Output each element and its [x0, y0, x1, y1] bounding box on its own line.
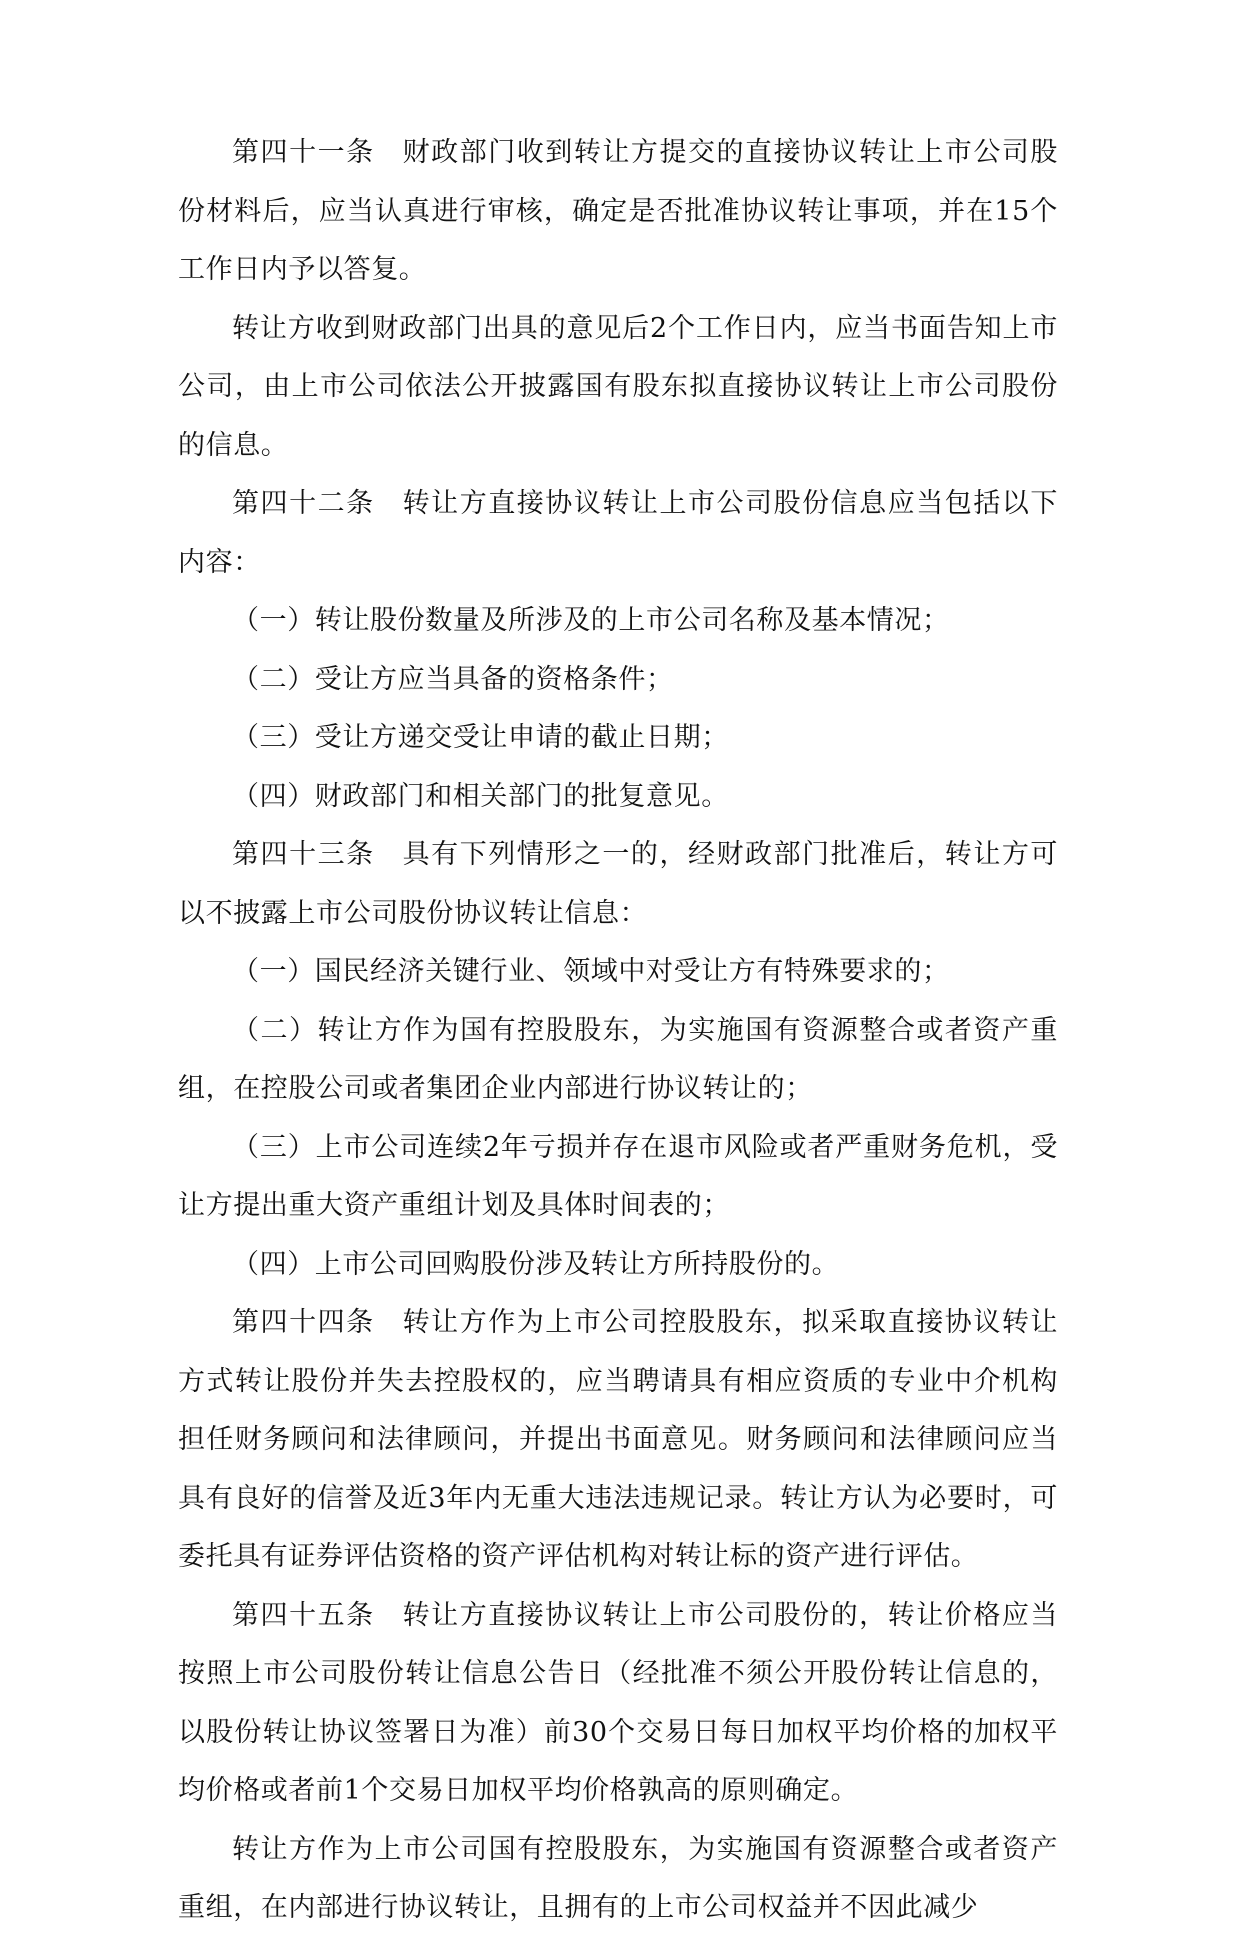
article-heading: 第四十三条	[232, 839, 375, 870]
article-text: 转让方直接协议转让上市公司股份信息应当包括以下内容：	[178, 488, 1058, 578]
paragraph-text: 转让方作为上市公司国有控股股东，为实施国有资源整合或者资产重组，在内部进行协议转让，且拥有的上市公司权益并不因此减少	[178, 1833, 1058, 1923]
list-item	[178, 768, 1058, 827]
article-44	[178, 1294, 1058, 1587]
article-heading: 第四十五条	[232, 1599, 375, 1631]
list-item-text: （二）受让方应当具备的资格条件；	[232, 663, 674, 695]
list-item	[178, 1119, 1058, 1236]
list-item	[178, 651, 1058, 710]
article-heading: 第四十四条	[232, 1307, 375, 1338]
list-item-text: （四）财政部门和相关部门的批复意见。	[232, 780, 729, 812]
paragraph	[178, 1821, 1058, 1938]
article-41	[178, 124, 1058, 300]
list-item-text: （二）转让方作为国有控股股东，为实施国有资源整合或者资产重组，在控股公司或者集团企业内部进行协议转让的；	[178, 1014, 1058, 1104]
article-heading: 第四十一条	[232, 137, 375, 168]
list-item-text: （一）国民经济关键行业、领域中对受让方有特殊要求的；	[232, 956, 950, 987]
list-item	[178, 709, 1058, 768]
article-heading: 第四十二条	[232, 488, 375, 519]
list-item	[178, 1002, 1058, 1119]
article-text: 财政部门收到转让方提交的直接协议转让上市公司股份材料后，应当认真进行审核，确定是否批准协议转让事项，并在15个工作日内予以答复。	[178, 137, 1058, 285]
list-item-text: （三）上市公司连续2年亏损并存在退市风险或者严重财务危机，受让方提出重大资产重组计划及具体时间表的；	[178, 1131, 1058, 1221]
article-45	[178, 1587, 1058, 1821]
paragraph-text: 转让方收到财政部门出具的意见后2个工作日内，应当书面告知上市公司，由上市公司依法公开披露国有股东拟直接协议转让上市公司股份的信息。	[178, 312, 1058, 461]
article-text: 具有下列情形之一的，经财政部门批准后，转让方可以不披露上市公司股份协议转让信息：	[178, 839, 1058, 929]
article-text: 转让方作为上市公司控股股东，拟采取直接协议转让方式转让股份并失去控股权的，应当聘请具有相应资质的专业中介机构担任财务顾问和法律顾问，并提出书面意见。财务顾问和法律顾问应当具有良好的信誉及近3年内无重大违法违规记录。转让方认为必要时，可委托具有证券评估资格的资产评估机构对转让标的资产进行评估。	[178, 1307, 1058, 1572]
paragraph	[178, 300, 1058, 476]
list-item	[178, 943, 1058, 1002]
article-text: 转让方直接协议转让上市公司股份的，转让价格应当按照上市公司股份转让信息公告日（经批准不须公开股份转让信息的，以股份转让协议签署日为准）前30个交易日每日加权平均价格的加权平均价格或者前1个交易日加权平均价格孰高的原则确定。	[178, 1599, 1058, 1806]
article-42	[178, 475, 1058, 592]
list-item-text: （一）转让股份数量及所涉及的上市公司名称及基本情况；	[232, 605, 950, 636]
list-item-text: （三）受让方递交受让申请的截止日期；	[232, 722, 729, 753]
article-43	[178, 826, 1058, 943]
list-item	[178, 592, 1058, 651]
document-body	[178, 124, 1058, 1938]
list-item-text: （四）上市公司回购股份涉及转让方所持股份的。	[232, 1248, 840, 1280]
list-item	[178, 1236, 1058, 1295]
